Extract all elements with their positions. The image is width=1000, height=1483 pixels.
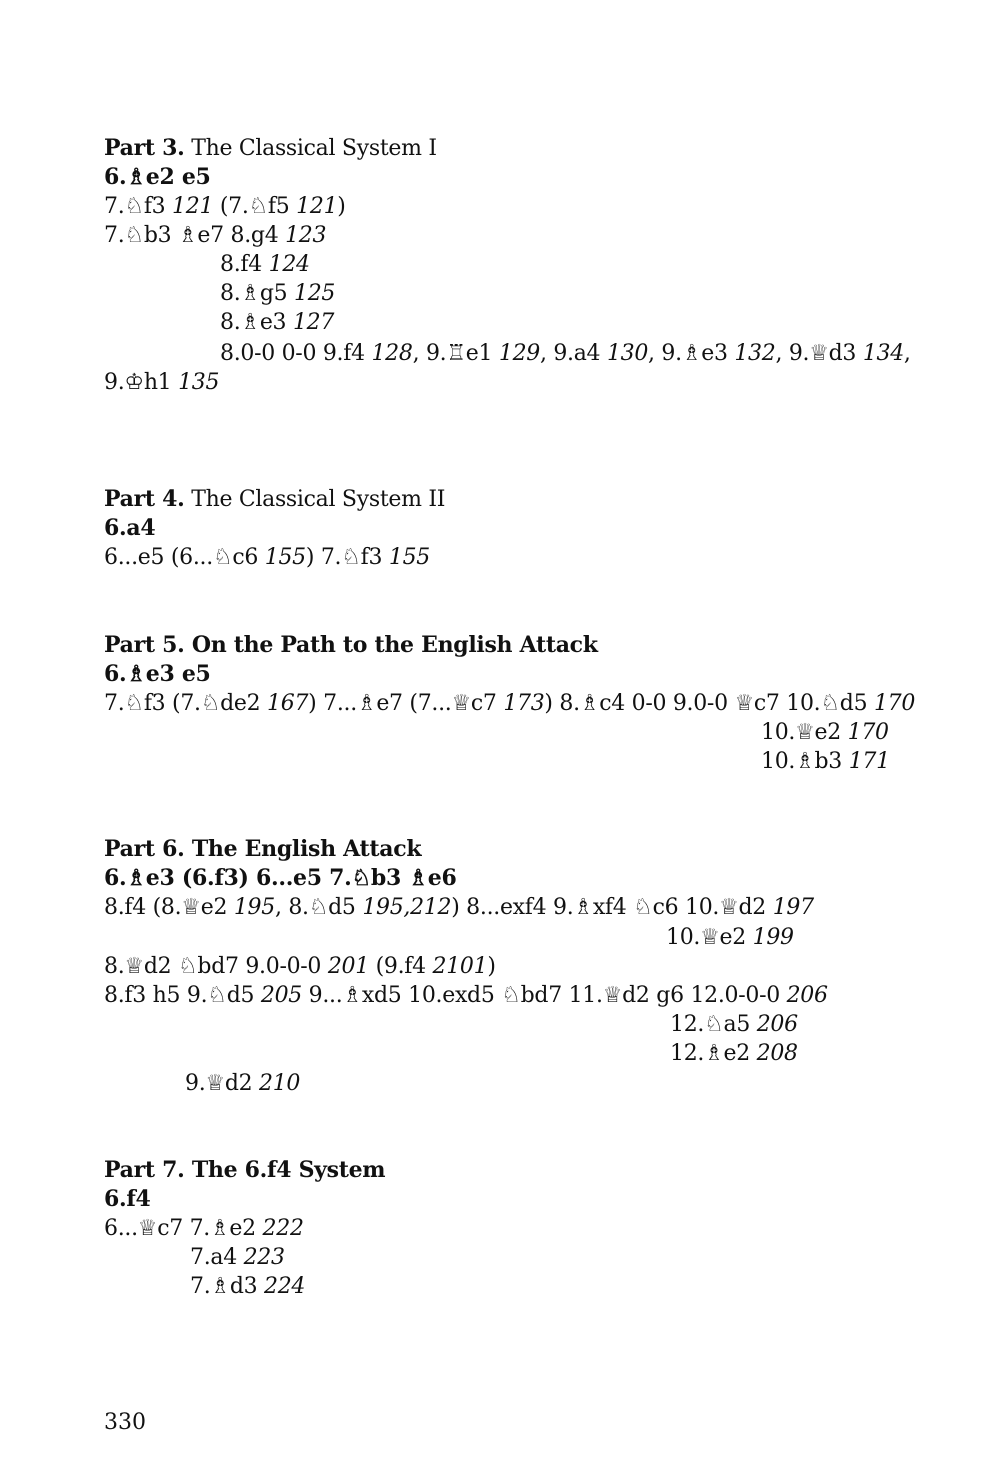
move-text: 9...♗xd5 10.exd5 ♘bd7 11.♕d2 g6 12.0-0-0 [301, 983, 787, 1008]
variation-line [761, 747, 890, 776]
move-text: 8.f4 [220, 252, 269, 277]
move-text: , [903, 341, 911, 366]
main-line: 6.♗e3 e5 [104, 661, 211, 687]
variation-line [190, 1243, 285, 1272]
move-text: 8.♕d2 ♘bd7 9.0-0-0 [104, 954, 328, 979]
page-reference: 199 [752, 925, 794, 950]
page-reference: 124 [268, 252, 310, 277]
move-text: 8.♗g5 [220, 281, 294, 306]
page-reference: 195 [233, 895, 275, 920]
page-reference: 134 [862, 341, 904, 366]
page-reference: 224 [264, 1274, 306, 1299]
variation-line [104, 1214, 304, 1243]
move-text: (7.♘f5 [213, 194, 297, 219]
variation-line [104, 893, 814, 922]
page-reference: 173 [503, 691, 545, 716]
page-reference: 197 [772, 895, 814, 920]
page-reference: 195,212 [362, 895, 452, 920]
move-text: 6...♕c7 7.♗e2 [104, 1216, 263, 1241]
move-text: ) [337, 194, 346, 219]
page-reference: 130 [606, 341, 649, 366]
move-text: 7.a4 [190, 1245, 244, 1270]
variation-line [666, 923, 794, 952]
variation-line [220, 339, 911, 368]
page-reference: 210 [259, 1071, 301, 1096]
part-title: The Classical System II [191, 487, 446, 512]
part-heading: Part 6. The English Attack [104, 836, 422, 862]
main-line: 6.f4 [104, 1186, 151, 1212]
move-text: 8.♗e3 [220, 310, 293, 335]
page-reference: 121 [172, 194, 214, 219]
variation-line [761, 718, 889, 747]
page-reference: 123 [285, 223, 327, 248]
page-reference: 170 [847, 720, 889, 745]
variation-line [220, 250, 310, 279]
move-text: , 9.a4 [539, 341, 607, 366]
move-text: (9.f4 [368, 954, 433, 979]
page-reference: 206 [756, 1012, 798, 1037]
main-line: 6.a4 [104, 515, 156, 541]
move-text: 9.♕d2 [185, 1071, 259, 1096]
part-heading [104, 134, 437, 163]
page-reference: 205 [260, 983, 302, 1008]
move-text: , 9.♖e1 [412, 341, 499, 366]
move-text: 10.♗b3 [761, 749, 849, 774]
variation-line [104, 981, 828, 1010]
variation-line [104, 543, 430, 572]
page-reference: 121 [296, 194, 338, 219]
move-text: 7.♘f3 (7.♘de2 [104, 691, 268, 716]
page-reference: 127 [292, 310, 335, 335]
move-text: , 8.♘d5 [274, 895, 363, 920]
move-text: , 9.♗e3 [648, 341, 735, 366]
part-heading: Part 7. The 6.f4 System [104, 1157, 386, 1183]
variation-line [670, 1039, 798, 1068]
move-text: 6...e5 (6...♘c6 [104, 545, 265, 570]
page-reference: 167 [267, 691, 309, 716]
variation-line [104, 221, 326, 250]
move-text: 8.f4 (8.♕e2 [104, 895, 234, 920]
page-number: 330 [104, 1410, 146, 1435]
part-title: The Classical System I [191, 136, 437, 161]
variation-line [220, 308, 334, 337]
page-reference: 155 [264, 545, 306, 570]
page-reference: 132 [734, 341, 776, 366]
page-reference: 171 [848, 749, 890, 774]
page-reference: 129 [498, 341, 540, 366]
variation-line [190, 1272, 305, 1301]
part-label: Part 3. [104, 135, 185, 161]
page-reference: 223 [243, 1245, 285, 1270]
page-reference: 135 [178, 370, 220, 395]
variation-line [104, 368, 219, 397]
page-reference: 155 [388, 545, 430, 570]
part-heading: Part 5. On the Path to the English Attack [104, 632, 598, 658]
move-text: 7.♘f3 [104, 194, 173, 219]
move-text: 10.♕e2 [666, 925, 753, 950]
page-reference: 170 [873, 691, 916, 716]
move-text: 12.♘a5 [670, 1012, 757, 1037]
move-text: ) 8...exf4 9.♗xf4 ♘c6 10.♕d2 [451, 895, 773, 920]
part-label: Part 4. [104, 486, 185, 512]
move-text: ) 7.♘f3 [305, 545, 389, 570]
move-text: 8.f3 h5 9.♘d5 [104, 983, 261, 1008]
page-reference: 208 [756, 1041, 798, 1066]
move-text: 7.♗d3 [190, 1274, 264, 1299]
page-reference: 206 [786, 983, 828, 1008]
variation-line [220, 279, 335, 308]
move-text: , 9.♕d3 [775, 341, 863, 366]
page-reference: 222 [262, 1216, 304, 1241]
variation-line [104, 952, 496, 981]
move-text: 9.♔h1 [104, 370, 179, 395]
move-text: ) 7...♗e7 (7...♕c7 [308, 691, 504, 716]
move-text: 10.♕e2 [761, 720, 848, 745]
page-reference: 2101 [432, 954, 488, 979]
page-reference: 201 [327, 954, 369, 979]
move-text: ) 8.♗c4 0-0 9.0-0 ♕c7 10.♘d5 [544, 691, 874, 716]
move-text: 7.♘b3 ♗e7 8.g4 [104, 223, 286, 248]
variation-line [670, 1010, 798, 1039]
main-line: 6.♗e2 e5 [104, 164, 211, 190]
variation-line [185, 1069, 300, 1098]
variation-line [104, 192, 346, 221]
move-text: 8.0-0 0-0 9.f4 [220, 341, 372, 366]
variation-line [104, 689, 915, 718]
page-reference: 128 [371, 341, 413, 366]
main-line: 6.♗e3 (6.f3) 6...e5 7.♘b3 ♗e6 [104, 865, 457, 891]
move-text: ) [487, 954, 496, 979]
page-reference: 125 [294, 281, 336, 306]
move-text: 12.♗e2 [670, 1041, 757, 1066]
part-heading [104, 485, 445, 514]
